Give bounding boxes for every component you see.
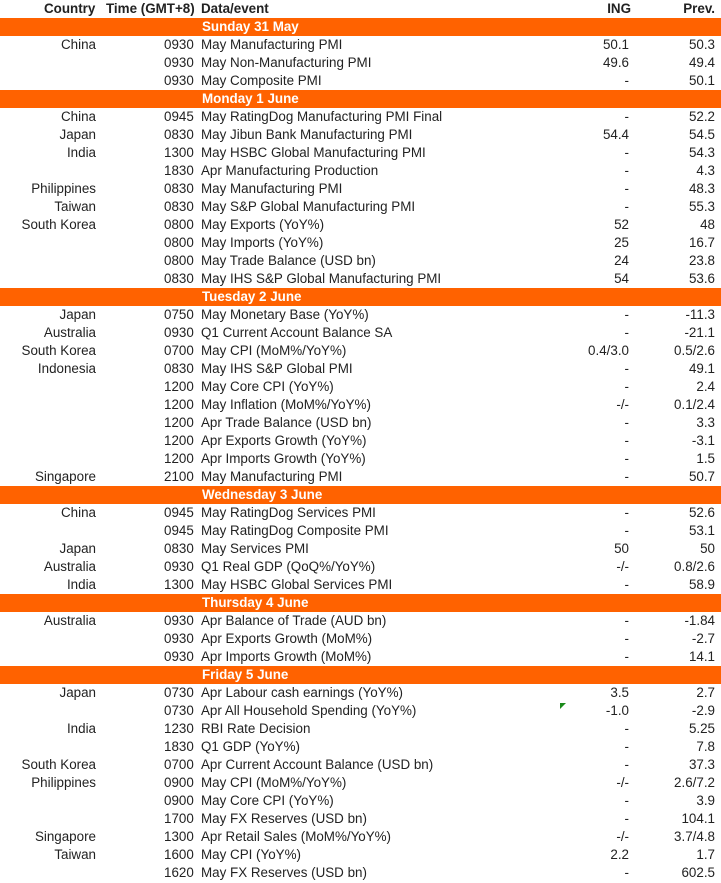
- previous-value-cell: 58.9: [688, 577, 715, 592]
- table-row: [0, 198, 721, 216]
- event-cell: May IHS S&P Global Manufacturing PMI: [201, 271, 442, 286]
- event-cell: May Inflation (MoM%/YoY%): [201, 397, 371, 412]
- ing-forecast-cell: 3.5: [610, 685, 629, 700]
- time-cell: 0830: [164, 127, 194, 142]
- country-cell: Indonesia: [37, 361, 96, 376]
- time-cell: 1830: [164, 163, 194, 178]
- day-header: [0, 18, 721, 36]
- previous-value-cell: 0.1/2.4: [674, 397, 715, 412]
- header-country: Country: [44, 1, 96, 16]
- ing-forecast-cell: 25: [614, 235, 629, 250]
- event-cell: May HSBC Global Services PMI: [201, 577, 393, 592]
- table-row: [0, 72, 721, 90]
- time-cell: 1230: [164, 721, 194, 736]
- event-cell: Apr Balance of Trade (AUD bn): [201, 613, 387, 628]
- table-row: [0, 36, 721, 54]
- header-ing: ING: [607, 1, 631, 16]
- time-cell: 0730: [164, 685, 194, 700]
- time-cell: 1200: [164, 451, 194, 466]
- event-cell: RBI Rate Decision: [201, 721, 311, 736]
- table-row: [0, 180, 721, 198]
- table-row: [0, 810, 721, 828]
- country-cell: Singapore: [34, 829, 96, 844]
- time-cell: 0930: [164, 649, 194, 664]
- previous-value-cell: 0.8/2.6: [674, 559, 715, 574]
- previous-value-cell: 52.6: [688, 505, 715, 520]
- event-cell: May Manufacturing PMI: [201, 37, 343, 52]
- country-cell: China: [61, 109, 96, 124]
- table-row: [0, 792, 721, 810]
- ing-forecast-cell: 54.4: [602, 127, 629, 142]
- day-header: [0, 666, 721, 684]
- previous-value-cell: 104.1: [681, 811, 715, 826]
- time-cell: 0800: [164, 235, 194, 250]
- time-cell: 0730: [164, 703, 194, 718]
- event-cell: May RatingDog Services PMI: [201, 505, 376, 520]
- time-cell: 0930: [164, 325, 194, 340]
- table-row: [0, 216, 721, 234]
- table-row: [0, 396, 721, 414]
- header-prev: Prev.: [683, 1, 715, 16]
- time-cell: 0750: [164, 307, 194, 322]
- time-cell: 0930: [164, 55, 194, 70]
- table-row: [0, 612, 721, 630]
- previous-value-cell: 54.5: [688, 127, 715, 142]
- event-cell: Apr Exports Growth (YoY%): [201, 433, 367, 448]
- ing-forecast-cell: -: [624, 631, 629, 646]
- ing-forecast-cell: -: [624, 793, 629, 808]
- day-label: Tuesday 2 June: [202, 289, 302, 304]
- table-row: [0, 702, 721, 720]
- previous-value-cell: 1.7: [696, 847, 715, 862]
- time-cell: 0900: [164, 775, 194, 790]
- event-cell: Apr Trade Balance (USD bn): [201, 415, 372, 430]
- table-row: [0, 414, 721, 432]
- day-label: Friday 5 June: [202, 667, 289, 682]
- event-cell: May CPI (YoY%): [201, 847, 301, 862]
- table-row: [0, 576, 721, 594]
- table-row: [0, 630, 721, 648]
- ing-forecast-cell: 50: [614, 541, 629, 556]
- time-cell: 0800: [164, 217, 194, 232]
- ing-forecast-cell: -: [624, 307, 629, 322]
- ing-forecast-cell: -: [624, 325, 629, 340]
- event-cell: Q1 GDP (YoY%): [201, 739, 300, 754]
- table-row: [0, 252, 721, 270]
- ing-forecast-cell: -/-: [616, 775, 629, 790]
- ing-forecast-cell: -: [624, 649, 629, 664]
- table-header: [0, 0, 721, 18]
- previous-value-cell: 53.6: [688, 271, 715, 286]
- time-cell: 0930: [164, 37, 194, 52]
- country-cell: Singapore: [34, 469, 96, 484]
- previous-value-cell: 23.8: [688, 253, 715, 268]
- ing-forecast-cell: -: [624, 469, 629, 484]
- previous-value-cell: -2.7: [691, 631, 715, 646]
- ing-forecast-cell: -/-: [616, 829, 629, 844]
- ing-forecast-cell: -: [624, 505, 629, 520]
- country-cell: Taiwan: [54, 847, 96, 862]
- ing-forecast-cell: 52: [614, 217, 629, 232]
- country-cell: Japan: [59, 307, 96, 322]
- time-cell: 0945: [164, 505, 194, 520]
- event-cell: Apr All Household Spending (YoY%): [201, 703, 417, 718]
- event-cell: Apr Manufacturing Production: [201, 163, 379, 178]
- table-row: [0, 144, 721, 162]
- country-cell: India: [66, 721, 96, 736]
- ing-forecast-cell: -: [624, 577, 629, 592]
- table-row: [0, 342, 721, 360]
- ing-forecast-cell: -: [624, 361, 629, 376]
- previous-value-cell: 49.4: [688, 55, 715, 70]
- ing-forecast-cell: -: [624, 73, 629, 88]
- time-cell: 0930: [164, 631, 194, 646]
- time-cell: 1830: [164, 739, 194, 754]
- table-row: [0, 432, 721, 450]
- ing-forecast-cell: -1.0: [605, 703, 629, 718]
- time-cell: 1700: [164, 811, 194, 826]
- event-cell: May IHS S&P Global PMI: [201, 361, 353, 376]
- table-row: [0, 360, 721, 378]
- event-cell: Apr Imports Growth (MoM%): [201, 649, 372, 664]
- time-cell: 2100: [164, 469, 194, 484]
- ing-forecast-cell: -: [624, 379, 629, 394]
- ing-forecast-cell: -: [624, 109, 629, 124]
- event-cell: Apr Retail Sales (MoM%/YoY%): [201, 829, 392, 844]
- day-header: [0, 486, 721, 504]
- country-cell: Philippines: [31, 181, 96, 196]
- ing-forecast-cell: -: [624, 415, 629, 430]
- previous-value-cell: 5.25: [688, 721, 715, 736]
- event-cell: May HSBC Global Manufacturing PMI: [201, 145, 426, 160]
- event-cell: May CPI (MoM%/YoY%): [201, 775, 347, 790]
- time-cell: 0830: [164, 181, 194, 196]
- green-corner-marker: [560, 703, 566, 709]
- table-row: [0, 720, 721, 738]
- ing-forecast-cell: -: [624, 721, 629, 736]
- previous-value-cell: 4.3: [696, 163, 715, 178]
- table-row: [0, 540, 721, 558]
- event-cell: May FX Reserves (USD bn): [201, 865, 367, 880]
- event-cell: May Monetary Base (YoY%): [201, 307, 369, 322]
- time-cell: 0930: [164, 559, 194, 574]
- time-cell: 0900: [164, 793, 194, 808]
- previous-value-cell: 49.1: [688, 361, 715, 376]
- day-label: Thursday 4 June: [202, 595, 309, 610]
- time-cell: 0830: [164, 199, 194, 214]
- country-cell: China: [61, 37, 96, 52]
- event-cell: May CPI (MoM%/YoY%): [201, 343, 347, 358]
- ing-forecast-cell: -: [624, 451, 629, 466]
- event-cell: Apr Labour cash earnings (YoY%): [201, 685, 403, 700]
- event-cell: May Manufacturing PMI: [201, 469, 343, 484]
- ing-forecast-cell: -: [624, 865, 629, 880]
- previous-value-cell: -11.3: [685, 307, 715, 322]
- event-cell: May Services PMI: [201, 541, 309, 556]
- ing-forecast-cell: 54: [614, 271, 629, 286]
- table-row: [0, 324, 721, 342]
- table-row: [0, 378, 721, 396]
- table-body: [0, 18, 721, 882]
- previous-value-cell: 602.5: [681, 865, 715, 880]
- time-cell: 1200: [164, 379, 194, 394]
- ing-forecast-cell: -: [624, 757, 629, 772]
- time-cell: 0700: [164, 757, 194, 772]
- time-cell: 1620: [164, 865, 194, 880]
- country-cell: India: [66, 577, 96, 592]
- ing-forecast-cell: -: [624, 433, 629, 448]
- table-row: [0, 774, 721, 792]
- time-cell: 0800: [164, 253, 194, 268]
- event-cell: May S&P Global Manufacturing PMI: [201, 199, 416, 214]
- previous-value-cell: 16.7: [688, 235, 715, 250]
- previous-value-cell: 48: [700, 217, 715, 232]
- country-cell: India: [66, 145, 96, 160]
- ing-forecast-cell: -: [624, 523, 629, 538]
- previous-value-cell: 50.3: [688, 37, 715, 52]
- event-cell: May RatingDog Manufacturing PMI Final: [201, 109, 443, 124]
- ing-forecast-cell: 0.4/3.0: [588, 343, 629, 358]
- table-row: [0, 450, 721, 468]
- table-row: [0, 504, 721, 522]
- event-cell: Apr Imports Growth (YoY%): [201, 451, 366, 466]
- ing-forecast-cell: 24: [614, 253, 629, 268]
- country-cell: China: [61, 505, 96, 520]
- event-cell: May Trade Balance (USD bn): [201, 253, 376, 268]
- table-row: [0, 738, 721, 756]
- day-label: Sunday 31 May: [202, 19, 299, 34]
- previous-value-cell: 0.5/2.6: [674, 343, 715, 358]
- previous-value-cell: 55.3: [688, 199, 715, 214]
- event-cell: Q1 Current Account Balance SA: [201, 325, 393, 340]
- ing-forecast-cell: -: [624, 145, 629, 160]
- ing-forecast-cell: 2.2: [610, 847, 629, 862]
- day-header: [0, 288, 721, 306]
- previous-value-cell: 50: [700, 541, 715, 556]
- previous-value-cell: 37.3: [688, 757, 715, 772]
- previous-value-cell: 52.2: [688, 109, 715, 124]
- ing-forecast-cell: -/-: [616, 397, 629, 412]
- ing-forecast-cell: -: [624, 199, 629, 214]
- country-cell: Taiwan: [54, 199, 96, 214]
- time-cell: 0930: [164, 73, 194, 88]
- previous-value-cell: -3.1: [691, 433, 715, 448]
- previous-value-cell: 2.6/7.2: [674, 775, 715, 790]
- ing-forecast-cell: 50.1: [602, 37, 629, 52]
- time-cell: 0830: [164, 271, 194, 286]
- time-cell: 1300: [164, 145, 194, 160]
- event-cell: May Composite PMI: [201, 73, 322, 88]
- event-cell: May Core CPI (YoY%): [201, 379, 334, 394]
- previous-value-cell: 53.1: [688, 523, 715, 538]
- previous-value-cell: 1.5: [696, 451, 715, 466]
- country-cell: Philippines: [31, 775, 96, 790]
- previous-value-cell: 50.1: [688, 73, 715, 88]
- day-label: Monday 1 June: [202, 91, 299, 106]
- table-row: [0, 54, 721, 72]
- previous-value-cell: 7.8: [696, 739, 715, 754]
- table-row: [0, 468, 721, 486]
- time-cell: 0700: [164, 343, 194, 358]
- table-row: [0, 126, 721, 144]
- country-cell: Japan: [59, 685, 96, 700]
- event-cell: Q1 Real GDP (QoQ%/YoY%): [201, 559, 376, 574]
- previous-value-cell: 50.7: [688, 469, 715, 484]
- ing-forecast-cell: -: [624, 181, 629, 196]
- time-cell: 1200: [164, 397, 194, 412]
- time-cell: 0945: [164, 523, 194, 538]
- country-cell: Australia: [43, 559, 96, 574]
- ing-forecast-cell: -/-: [616, 559, 629, 574]
- table-row: [0, 306, 721, 324]
- event-cell: May Core CPI (YoY%): [201, 793, 334, 808]
- table-row: [0, 108, 721, 126]
- previous-value-cell: 2.4: [696, 379, 715, 394]
- country-cell: South Korea: [21, 343, 96, 358]
- previous-value-cell: 14.1: [688, 649, 715, 664]
- previous-value-cell: 48.3: [688, 181, 715, 196]
- table-row: [0, 234, 721, 252]
- ing-forecast-cell: -: [624, 739, 629, 754]
- previous-value-cell: -21.1: [684, 325, 715, 340]
- previous-value-cell: 3.7/4.8: [674, 829, 715, 844]
- time-cell: 0830: [164, 361, 194, 376]
- table-row: [0, 648, 721, 666]
- table-row: [0, 846, 721, 864]
- country-cell: Japan: [59, 127, 96, 142]
- table-row: [0, 522, 721, 540]
- previous-value-cell: 3.9: [696, 793, 715, 808]
- table-row: [0, 828, 721, 846]
- table-row: [0, 270, 721, 288]
- time-cell: 1200: [164, 433, 194, 448]
- event-cell: May Exports (YoY%): [201, 217, 325, 232]
- header-time: Time (GMT+8): [106, 1, 195, 16]
- table-row: [0, 756, 721, 774]
- table-row: [0, 162, 721, 180]
- ing-forecast-cell: -: [624, 811, 629, 826]
- time-cell: 0930: [164, 613, 194, 628]
- ing-forecast-cell: 49.6: [602, 55, 629, 70]
- previous-value-cell: 54.3: [688, 145, 715, 160]
- table-row: [0, 684, 721, 702]
- time-cell: 0945: [164, 109, 194, 124]
- previous-value-cell: -2.9: [691, 703, 715, 718]
- event-cell: May FX Reserves (USD bn): [201, 811, 367, 826]
- event-cell: Apr Current Account Balance (USD bn): [201, 757, 434, 772]
- country-cell: Australia: [43, 325, 96, 340]
- country-cell: Japan: [59, 541, 96, 556]
- event-cell: May Non-Manufacturing PMI: [201, 55, 372, 70]
- table-row: [0, 558, 721, 576]
- day-header: [0, 594, 721, 612]
- table-row: [0, 864, 721, 882]
- previous-value-cell: 3.3: [696, 415, 715, 430]
- ing-forecast-cell: -: [624, 613, 629, 628]
- event-cell: May Jibun Bank Manufacturing PMI: [201, 127, 413, 142]
- time-cell: 1300: [164, 829, 194, 844]
- time-cell: 0830: [164, 541, 194, 556]
- event-cell: May Imports (YoY%): [201, 235, 324, 250]
- time-cell: 1300: [164, 577, 194, 592]
- event-cell: May Manufacturing PMI: [201, 181, 343, 196]
- day-header: [0, 90, 721, 108]
- country-cell: Australia: [43, 613, 96, 628]
- country-cell: South Korea: [21, 217, 96, 232]
- previous-value-cell: -1.84: [684, 613, 715, 628]
- time-cell: 1600: [164, 847, 194, 862]
- time-cell: 1200: [164, 415, 194, 430]
- event-cell: May RatingDog Composite PMI: [201, 523, 389, 538]
- day-label: Wednesday 3 June: [202, 487, 323, 502]
- country-cell: South Korea: [21, 757, 96, 772]
- event-cell: Apr Exports Growth (MoM%): [201, 631, 373, 646]
- previous-value-cell: 2.7: [696, 685, 715, 700]
- header-event: Data/event: [201, 1, 269, 16]
- ing-forecast-cell: -: [624, 163, 629, 178]
